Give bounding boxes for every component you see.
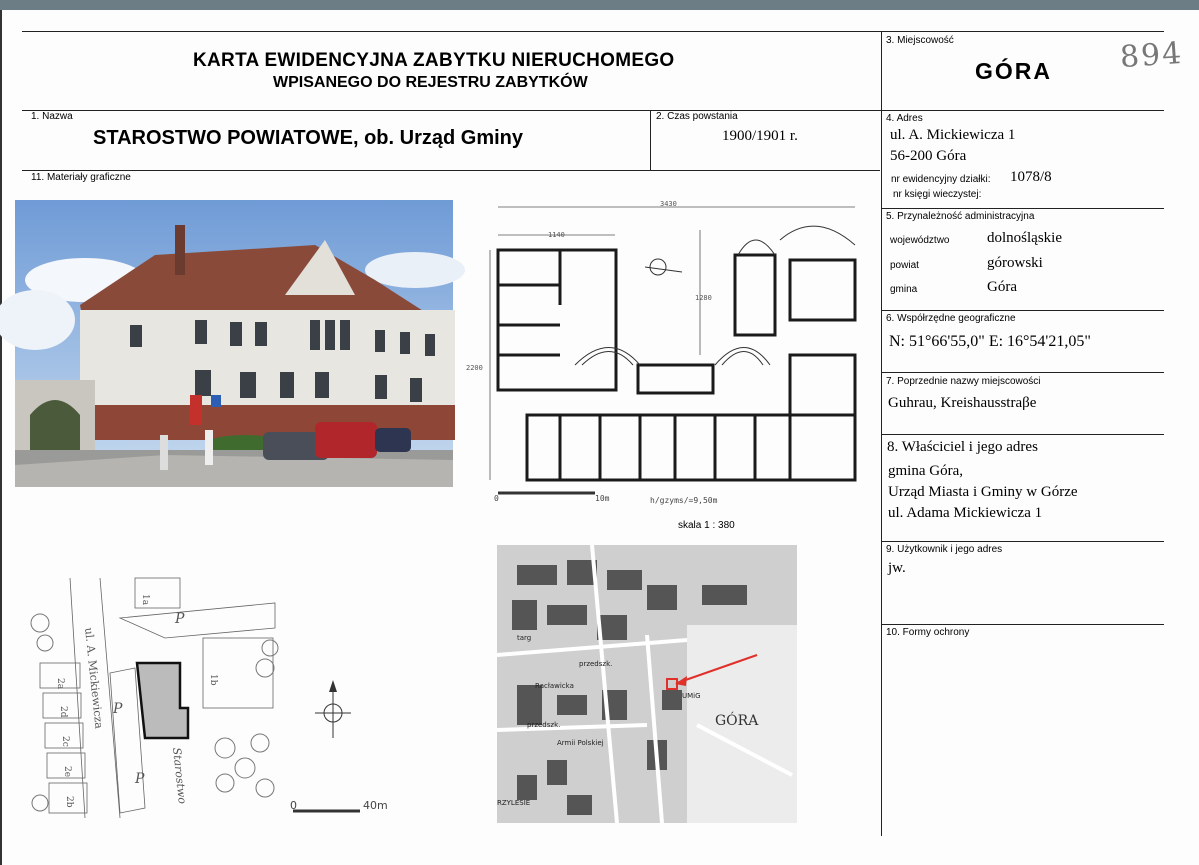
field-label-name: 1. Nazwa [31, 111, 73, 122]
commune-value: Góra [987, 279, 1017, 295]
owner-line2: Urząd Miasta i Gminy w Górze [888, 484, 1078, 500]
rule-10 [881, 624, 1164, 625]
plan-height-note: h/gzyms/=9,50m [650, 496, 718, 505]
field-label-locality: 3. Miejscowość [886, 35, 954, 46]
card-subtitle: WPISANEGO DO REJESTRU ZABYTKÓW [273, 74, 588, 91]
locality-value: GÓRA [975, 58, 1052, 84]
locmap-label-armii: Armii Polskiej [557, 739, 604, 747]
sitemap-starostwo-label: Starostwo [170, 746, 189, 805]
sitemap-scale-zero: 0 [290, 799, 297, 812]
plan-dimension-depth: 2200 [466, 364, 483, 372]
commune-label: gmina [890, 284, 918, 295]
address-postcode: 56-200 Góra [890, 148, 967, 164]
locmap-label-rzylesie: RZYLESIE [497, 799, 531, 807]
handwritten-number: 894 [1118, 35, 1185, 76]
rule-under-name [22, 170, 880, 171]
county-value: górowski [987, 255, 1043, 271]
sitemap-house-2e: 2e [62, 766, 72, 778]
sitemap-house-1b: 1b [208, 674, 218, 686]
voivodeship-label: województwo [890, 235, 950, 246]
rule-5 [881, 208, 1164, 209]
locmap-label-przedszk2: przedszk. [527, 721, 561, 729]
rule-9 [881, 541, 1164, 542]
sitemap-house-2c: 2c [60, 736, 70, 747]
address-street: ul. A. Mickiewicza 1 [890, 127, 1016, 143]
locmap-label-umig: UMiG [682, 692, 701, 700]
rule-date-column [650, 110, 651, 170]
sitemap-street-label: ul. A. Mickiewicza [82, 626, 106, 730]
field-label-owner: 8. Właściciel i jego adres [887, 439, 1038, 455]
field-label-user: 9. Użytkownik i jego adres [886, 544, 1003, 555]
field-label-former-names: 7. Poprzednie nazwy miejscowości [886, 376, 1041, 387]
floor-plan [466, 195, 865, 515]
plan-dimension-total: 3430 [660, 200, 677, 208]
plan-scale-end: 10m [595, 494, 610, 503]
rule-top [22, 31, 1164, 32]
parcel-value: 1078/8 [1010, 169, 1052, 185]
field-label-address: 4. Adres [886, 113, 923, 124]
landbook-label: nr księgi wieczystej: [893, 189, 982, 200]
plan-dimension-height: 1280 [695, 294, 712, 302]
sitemap-house-2d: 2d [58, 706, 68, 718]
building-photo [15, 200, 453, 487]
rule-7 [881, 372, 1164, 373]
parcel-label: nr ewidencyjny działki: [891, 174, 991, 185]
sitemap-house-2a: 2a [55, 678, 65, 690]
locmap-town-label: GÓRA [715, 713, 759, 729]
north-arrow-icon [315, 680, 351, 738]
user-value: jw. [888, 560, 906, 576]
date-value: 1900/1901 r. [722, 128, 798, 144]
locmap-label-przedszk: przedszk. [579, 660, 613, 668]
plan-scale-zero: 0 [494, 494, 499, 503]
rule-8 [881, 434, 1164, 435]
sitemap-house-1a: 1a [140, 594, 150, 606]
field-label-admin: 5. Przynależność administracyjna [886, 211, 1035, 222]
building-footprint [137, 663, 188, 738]
card-title: KARTA EWIDENCYJNA ZABYTKU NIERUCHOMEGO [193, 50, 675, 71]
field-label-graphics: 11. Materiały graficzne [31, 172, 131, 183]
coordinates-value: N: 51°66'55,0" E: 16°54'21,05" [889, 333, 1091, 350]
sitemap-scale-end: 40m [363, 799, 388, 812]
locmap-label-targ: targ [517, 634, 532, 642]
sitemap-parking-p2: P [113, 701, 123, 717]
rule-under-title [22, 110, 1164, 111]
former-names-value: Guhrau, Kreishausstraβe [888, 395, 1037, 411]
site-map [25, 578, 395, 818]
sitemap-parking-p1: P [175, 611, 185, 627]
object-name: STAROSTWO POWIATOWE, ob. Urząd Gminy [93, 127, 523, 149]
field-label-date: 2. Czas powstania [656, 111, 738, 122]
county-label: powiat [890, 260, 919, 271]
rule-6 [881, 310, 1164, 311]
field-label-protection: 10. Formy ochrony [886, 627, 970, 638]
voivodeship-value: dolnośląskie [987, 230, 1062, 246]
plan-scale-label: skala 1 : 380 [678, 520, 735, 531]
owner-line3: ul. Adama Mickiewicza 1 [888, 505, 1043, 521]
field-label-coordinates: 6. Współrzędne geograficzne [886, 313, 1016, 324]
sitemap-house-2b: 2b [64, 796, 74, 808]
locmap-label-raclawicka: Racławicka [535, 682, 574, 690]
scan-top-edge [0, 0, 1199, 10]
plan-dimension-wing: 1140 [548, 231, 565, 239]
location-map [497, 545, 797, 823]
sitemap-parking-p3: P [135, 771, 145, 787]
owner-line1: gmina Góra, [888, 463, 963, 479]
